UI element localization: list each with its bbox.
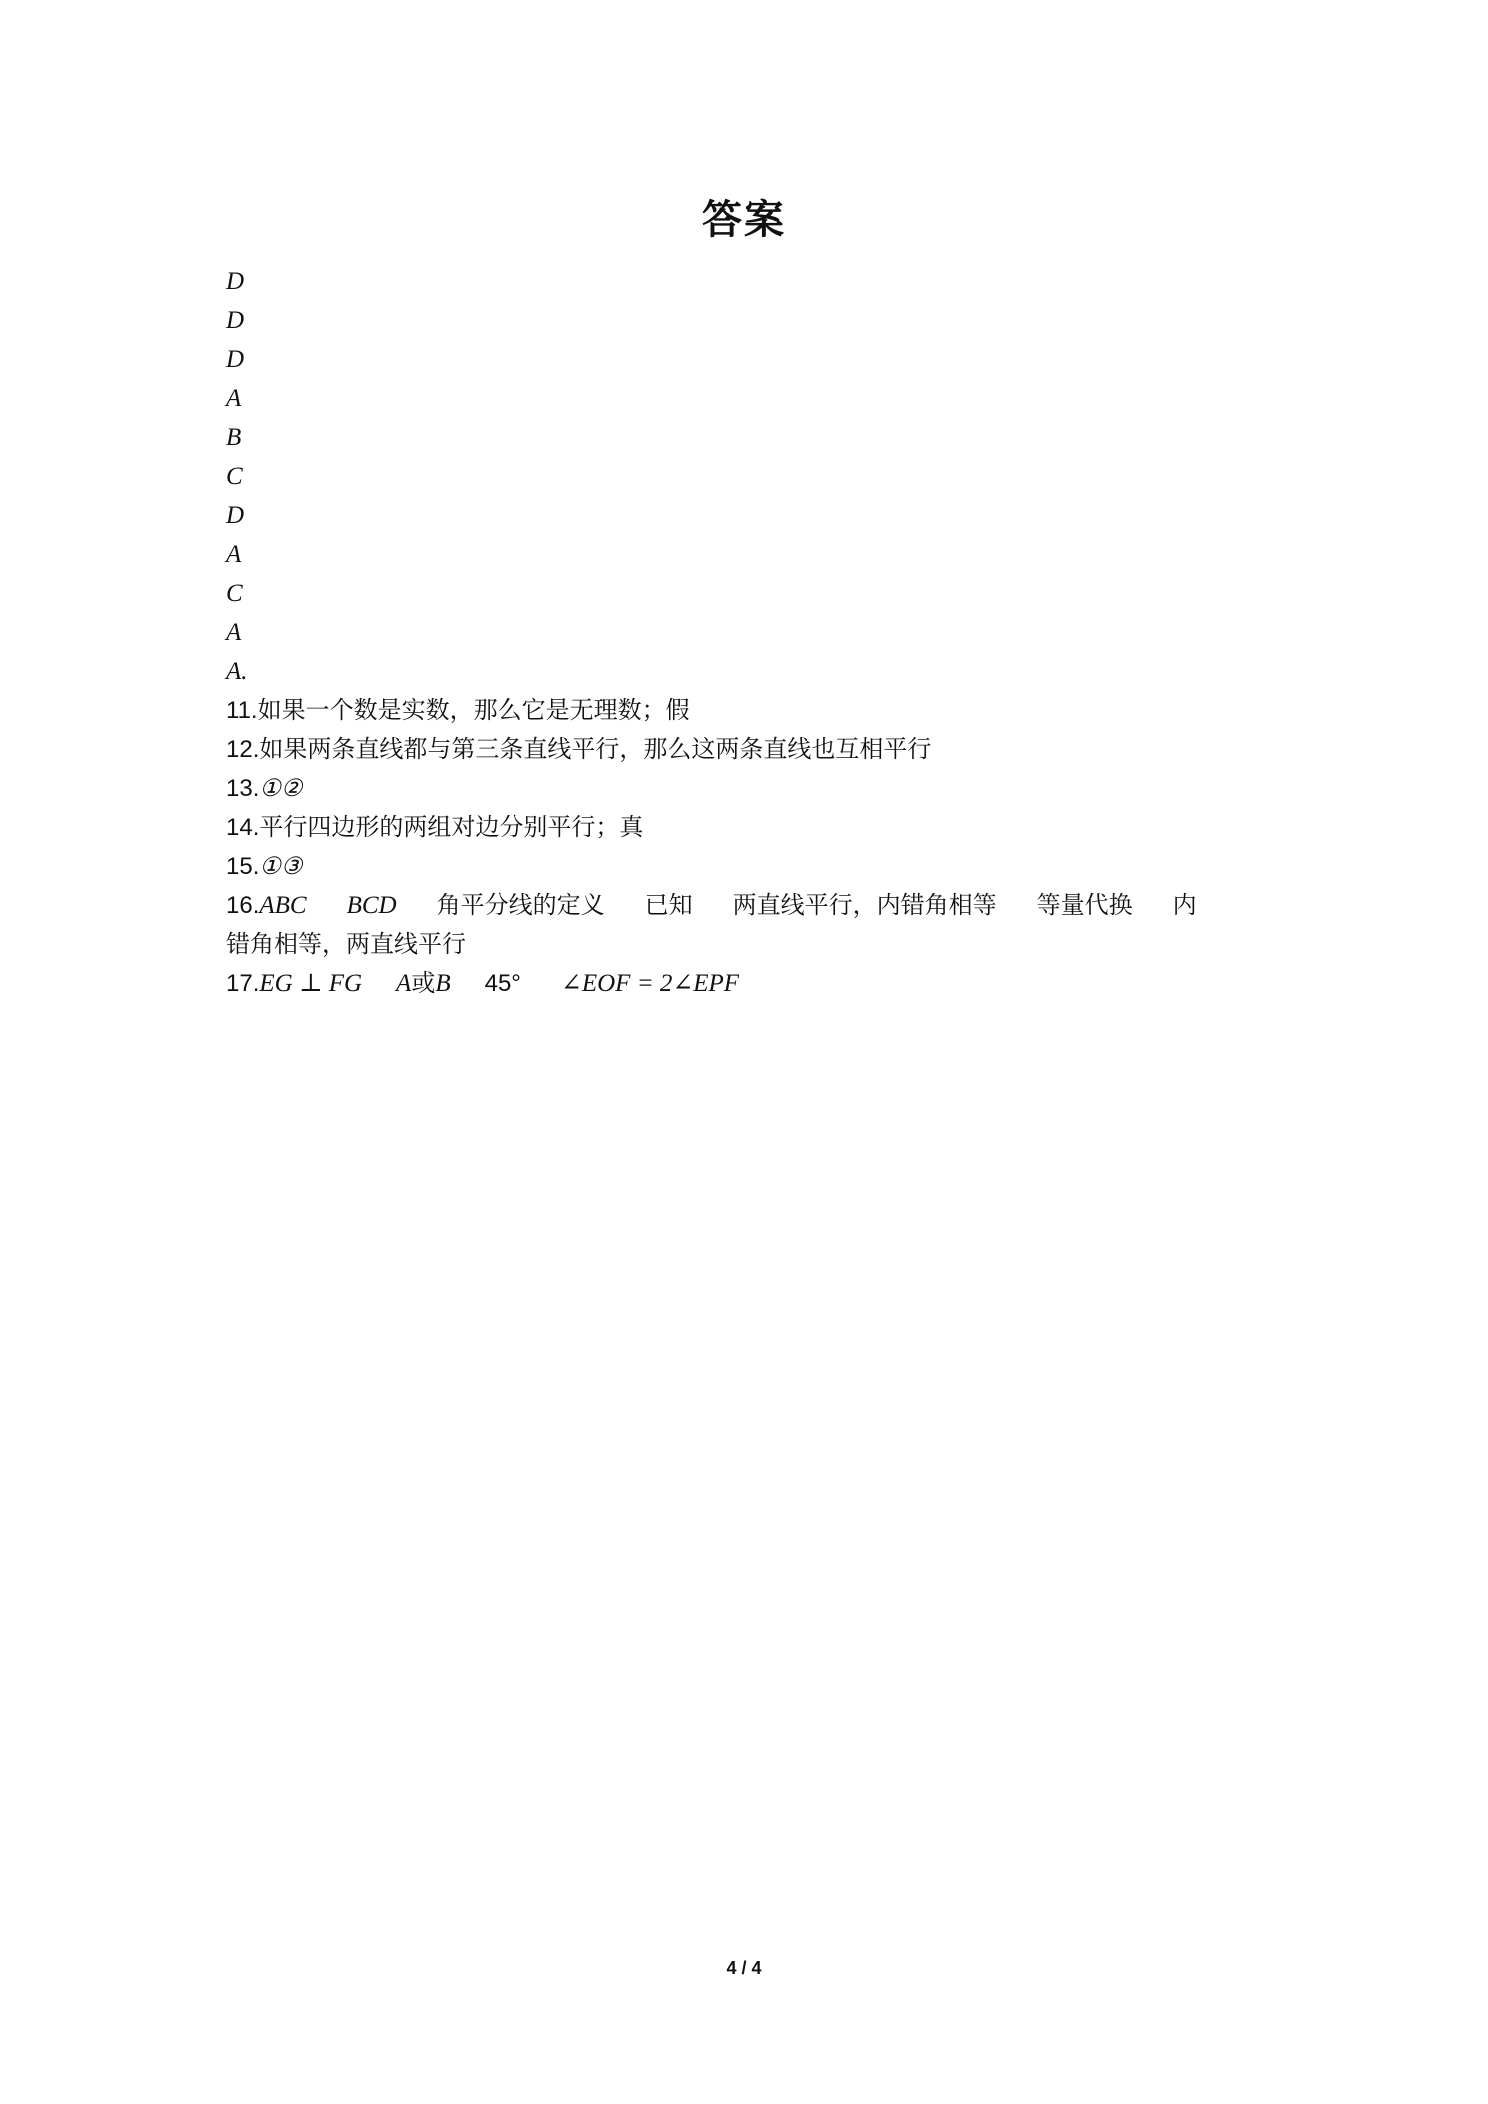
answer-text: 错角相等，两直线平行 [226, 930, 466, 958]
answer-number: 11. [226, 697, 258, 724]
answer-number: 17. [226, 970, 260, 997]
answer-part: A [396, 970, 412, 997]
answer-list [226, 262, 1266, 1003]
answer-part: BCD [346, 892, 397, 919]
page-number: 4 / 4 [726, 1958, 762, 1978]
answer-11 [226, 691, 1266, 730]
answer-14 [226, 808, 1266, 847]
choice-answer-4: A [226, 385, 242, 412]
answer-text: ①③ [259, 852, 303, 880]
choice-answer-11: A. [226, 658, 248, 685]
answer-part: 已知 [644, 891, 693, 919]
answer-number: 15. [226, 853, 260, 880]
choice-answer-7: D [226, 502, 245, 529]
answer-number: 12. [226, 736, 260, 763]
answer-text: ①② [259, 774, 303, 802]
choice-answer-1: D [226, 268, 245, 295]
answer-part: 内 [1172, 891, 1197, 919]
answer-number: 13. [226, 775, 260, 802]
answer-text: 如果两条直线都与第三条直线平行，那么这两条直线也互相平行 [259, 735, 932, 763]
answer-part: B [435, 970, 451, 997]
answer-part: 两直线平行，内错角相等 [732, 891, 997, 919]
answer-part: 45° [484, 970, 521, 997]
answer-part: ABC [259, 892, 307, 919]
answer-17 [226, 964, 1266, 1003]
answer-15 [226, 847, 1266, 886]
answer-text: 平行四边形的两组对边分别平行；真 [259, 813, 644, 841]
answer-16 [226, 886, 1266, 925]
answer-part: 或 [411, 969, 436, 997]
choice-answer-2: D [226, 307, 245, 334]
choice-answer-9: C [226, 580, 243, 607]
choice-answer-5: B [226, 424, 242, 451]
answer-part: 等量代换 [1036, 891, 1133, 919]
choice-answer-10: A [226, 619, 242, 646]
answer-16-continuation [226, 925, 1266, 964]
answer-part: ∠EOF = 2∠EPF [560, 970, 740, 997]
choice-answer-6: C [226, 463, 243, 490]
answer-part: EG ⊥ FG [259, 970, 363, 997]
choice-answer-3: D [226, 346, 245, 373]
answer-part: 角平分线的定义 [436, 891, 605, 919]
answer-12 [226, 730, 1266, 769]
answer-number: 14. [226, 814, 260, 841]
choice-answer-8: A [226, 541, 242, 568]
answer-13 [226, 769, 1266, 808]
answer-number: 16. [226, 892, 260, 919]
answer-text: 如果一个数是实数，那么它是无理数；假 [257, 696, 690, 724]
page-title: 答案 [702, 197, 786, 243]
